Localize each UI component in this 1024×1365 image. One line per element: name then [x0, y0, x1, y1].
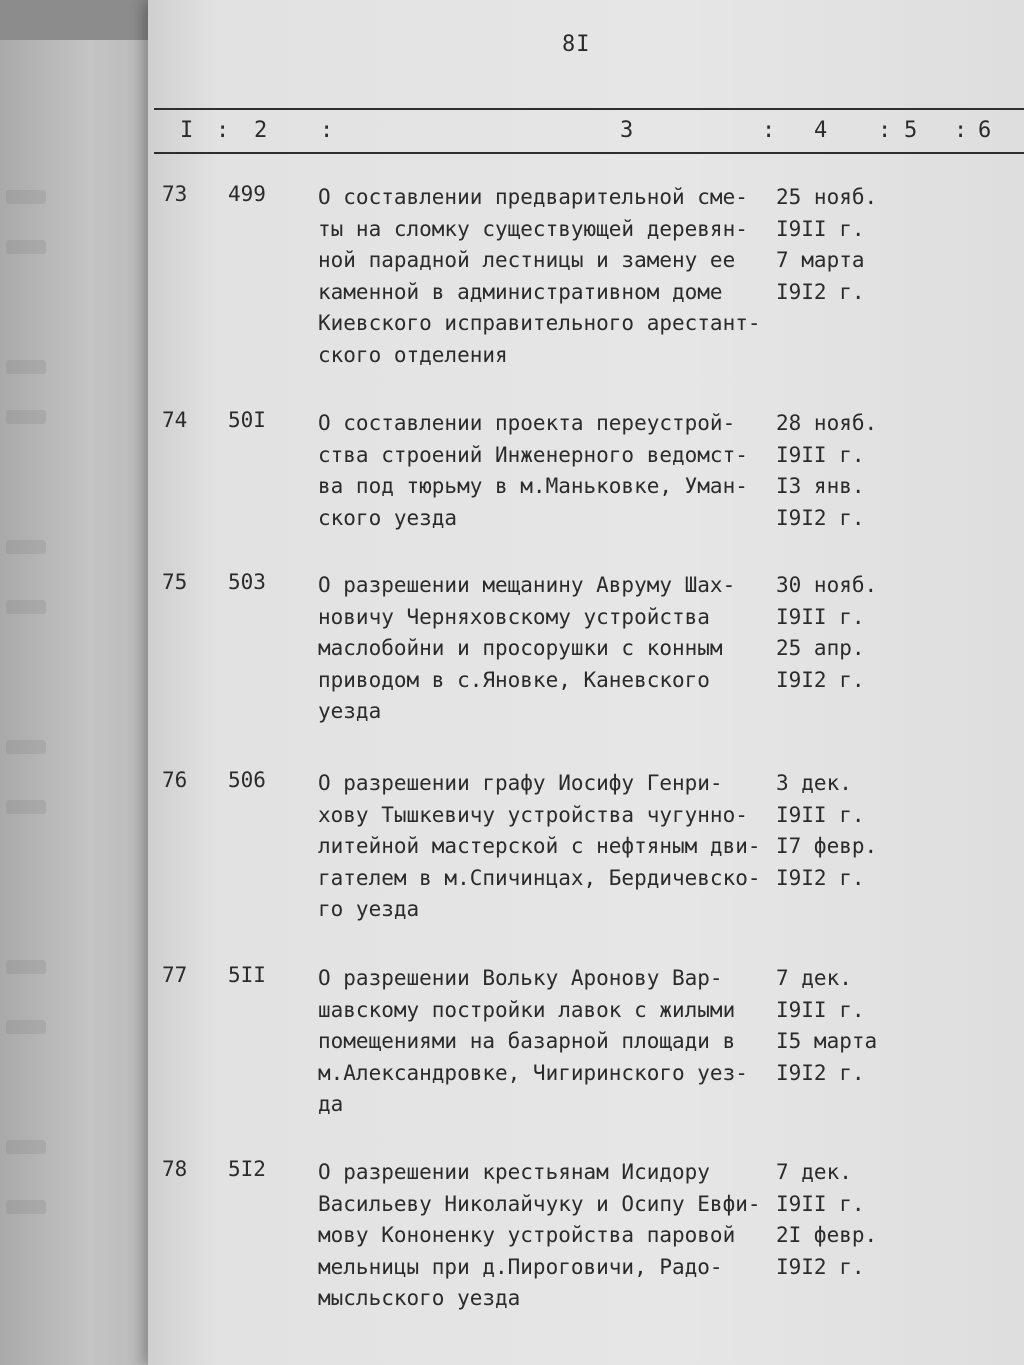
description-line: мову Кононенку устройства паровой: [318, 1223, 736, 1247]
column-header-3: 3: [620, 118, 634, 143]
date-line: I9II г.: [776, 442, 865, 467]
entry-dates: [776, 963, 896, 1089]
document-number: 503: [228, 570, 266, 594]
entry-number: 75: [162, 570, 188, 594]
date-line: 7 дек.: [776, 966, 852, 990]
column-separator: :: [320, 118, 334, 143]
description-line: ва под тюрьму в м.Маньковке, Уман-: [318, 474, 748, 498]
column-separator: :: [216, 118, 230, 143]
description-line: шавскому постройки лавок с жилыми: [318, 997, 736, 1022]
description-line: ства строений Инженерного ведомст-: [318, 442, 748, 467]
description-line: уезда: [318, 699, 382, 723]
description-line: О разрешении Вольку Аронову Вар-: [318, 966, 723, 990]
document-page: [148, 0, 1024, 1365]
date-line: 3 дек.: [776, 771, 852, 795]
date-line: I9I2 г.: [776, 1060, 865, 1085]
column-separator: :: [762, 118, 776, 143]
column-header-4: 4: [814, 118, 828, 143]
date-line: I5 марта: [776, 1029, 878, 1053]
date-line: I9II г.: [776, 1191, 865, 1216]
description-line: хову Тышкевичу устройства чугунно-: [318, 802, 748, 827]
date-line: I9II г.: [776, 997, 865, 1022]
date-line: I9I2 г.: [776, 505, 865, 530]
description-line: помещениями на базарной площади в: [318, 1029, 736, 1053]
description-line: О составлении проекта переустрой-: [318, 411, 736, 435]
description-line: ского отделения: [318, 342, 508, 367]
description-line: приводом в с.Яновке, Каневского: [318, 667, 710, 692]
document-number: 499: [228, 182, 266, 206]
description-line: го уезда: [318, 897, 420, 921]
entry-description: [318, 963, 788, 1121]
document-number: 5II: [228, 963, 266, 987]
column-header-5: 5: [904, 118, 918, 143]
description-line: Киевского исправительного арестант-: [318, 311, 761, 335]
date-line: I3 янв.: [776, 474, 865, 498]
entry-number: 74: [162, 408, 188, 432]
previous-page-edge: [0, 40, 150, 1365]
description-line: мельницы при д.Пироговичи, Радо-: [318, 1254, 723, 1279]
entry-dates: [776, 182, 896, 308]
description-line: гателем в м.Спичинцах, Бердичевско-: [318, 865, 761, 890]
description-line: литейной мастерской с нефтяным дви-: [318, 834, 761, 858]
description-line: ского уезда: [318, 505, 458, 530]
entry-number: 78: [162, 1157, 188, 1181]
date-line: 2I февр.: [776, 1223, 878, 1247]
description-line: О разрешении графу Иосифу Генри-: [318, 771, 723, 795]
date-line: 28 нояб.: [776, 411, 878, 435]
entry-description: [318, 182, 788, 371]
description-line: О составлении предварительной сме-: [318, 185, 748, 209]
entry-description: [318, 1157, 788, 1315]
date-line: I9I2 г.: [776, 865, 865, 890]
date-line: I9I2 г.: [776, 279, 865, 304]
entry-description: [318, 570, 788, 728]
date-line: I7 февр.: [776, 834, 878, 858]
entry-description: [318, 768, 788, 926]
description-line: м.Александровке, Чигиринского уез-: [318, 1060, 748, 1085]
description-line: каменной в административном доме: [318, 279, 723, 304]
description-line: О разрешении мещанину Авруму Шах-: [318, 573, 736, 597]
column-separator: :: [878, 118, 892, 143]
description-line: О разрешении крестьянам Исидору: [318, 1160, 710, 1184]
date-line: I9I2 г.: [776, 1254, 865, 1279]
column-header-row: [148, 118, 1024, 148]
entry-description: [318, 408, 788, 534]
description-line: ной парадной лестницы и замену ее: [318, 248, 736, 272]
entry-dates: [776, 768, 896, 894]
description-line: ты на сломку существующей деревян-: [318, 216, 748, 241]
date-line: I9II г.: [776, 802, 865, 827]
column-header-2: 2: [254, 118, 268, 143]
entry-number: 77: [162, 963, 188, 987]
page-number: 8I: [562, 32, 591, 57]
entry-number: 76: [162, 768, 188, 792]
document-number: 5I2: [228, 1157, 266, 1181]
description-line: да: [318, 1092, 344, 1116]
date-line: 25 апр.: [776, 636, 865, 660]
date-line: I9II г.: [776, 216, 865, 241]
column-separator: :: [954, 118, 968, 143]
entry-dates: [776, 408, 896, 534]
entry-number: 73: [162, 182, 188, 206]
date-line: 7 марта: [776, 248, 865, 272]
column-header-6: 6: [978, 118, 992, 143]
description-line: новичу Черняховскому устройства: [318, 604, 710, 629]
column-header-1: I: [180, 118, 194, 143]
date-line: 30 нояб.: [776, 573, 878, 597]
entry-dates: [776, 1157, 896, 1283]
date-line: I9II г.: [776, 604, 865, 629]
header-top-rule: [154, 108, 1024, 110]
document-number: 50I: [228, 408, 266, 432]
document-number: 506: [228, 768, 266, 792]
date-line: 25 нояб.: [776, 185, 878, 209]
date-line: 7 дек.: [776, 1160, 852, 1184]
entry-dates: [776, 570, 896, 696]
date-line: I9I2 г.: [776, 667, 865, 692]
description-line: Васильеву Николайчуку и Осипу Евфи-: [318, 1191, 761, 1216]
description-line: маслобойни и просорушки с конным: [318, 636, 723, 660]
description-line: мысльского уезда: [318, 1286, 521, 1310]
header-bottom-rule: [154, 152, 1024, 154]
